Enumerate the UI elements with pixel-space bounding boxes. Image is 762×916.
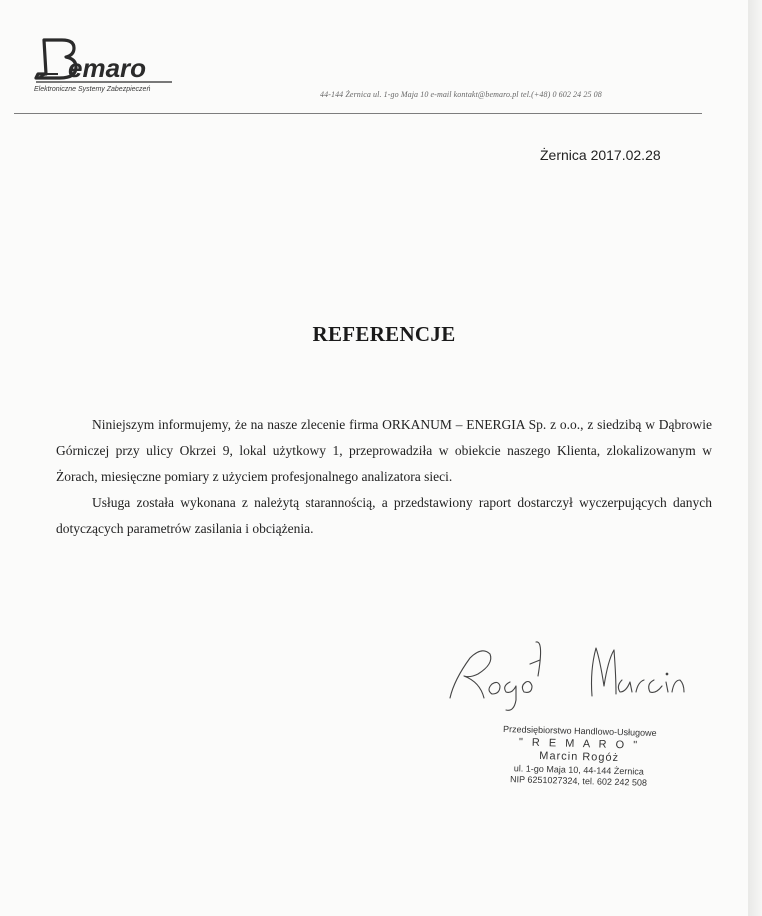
letter-body xyxy=(56,412,712,542)
body-paragraph-2: Usługa została wykonana z należytą starannością, a przedstawiony raport dostarczył wyczerpujących danych dotyczących parametrów zasilania i obciążenia. xyxy=(56,495,712,536)
letter-date: Żernica 2017.02.28 xyxy=(540,147,661,163)
handwritten-signature xyxy=(440,620,700,720)
logo-tagline: Elektroniczne Systemy Zabezpieczeń xyxy=(34,86,151,93)
stamp-company-name: " R E M A R O " xyxy=(518,736,641,752)
stamp-owner-name: Marcin Rogóż xyxy=(539,749,620,765)
document-title: REFERENCJE xyxy=(312,322,456,346)
stamp-address: ul. 1-go Maja 10, 44-144 Żernica xyxy=(513,763,644,777)
signature-graphic xyxy=(440,620,700,720)
page-edge xyxy=(748,0,762,916)
letterhead-contact: 44-144 Żernica ul. 1-go Maja 10 e-mail kontakt@bemaro.pl tel.(+48) 0 602 24 25 08 xyxy=(320,90,602,99)
header-divider xyxy=(14,113,702,114)
logo-graphic xyxy=(34,34,184,88)
body-paragraph-1: Niniejszym informujemy, że na nasze zlecenie firma ORKANUM – ENERGIA Sp. z o.o., z siedzibą w Dąbrowie Górniczej przy ulicy Okrzei 9, lokal użytkowy 1, przeprowadziła w obiekcie naszego Klienta, zlokalizowanym w Żorach, miesięczne pomiary z użyciem profesjonalnego analizatora sieci. xyxy=(56,417,712,484)
company-stamp xyxy=(488,724,670,789)
stamp-company-type: Przedsiębiorstwo Handlowo-Usługowe xyxy=(502,723,657,739)
logo-wordmark: emaro xyxy=(68,53,147,83)
stamp-nip-phone: NIP 6251027324, tel. 602 242 508 xyxy=(509,774,648,788)
